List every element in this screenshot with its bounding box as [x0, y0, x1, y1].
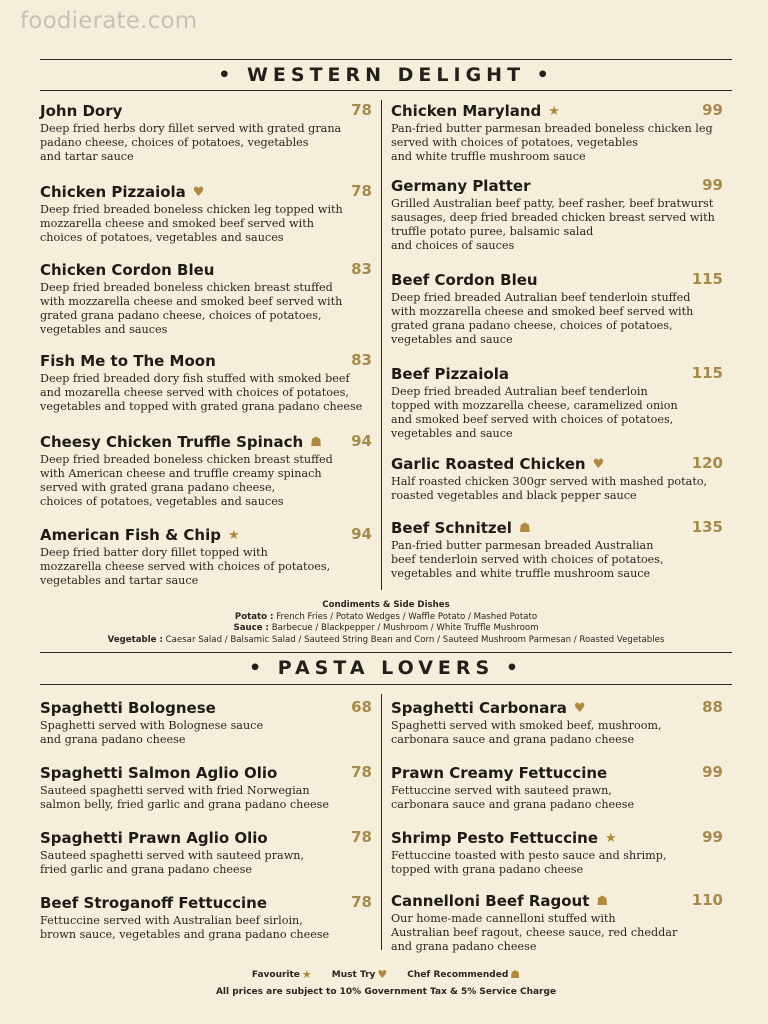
- menu-item: [40, 893, 372, 942]
- menu-item: [40, 525, 372, 588]
- menu-item-price: 68: [351, 698, 372, 716]
- menu-item-description: Spaghetti served with Bolognese sauce and grana padano cheese: [40, 719, 264, 746]
- menu-item-header: [40, 828, 372, 848]
- star-icon: ★: [301, 968, 312, 981]
- menu-item-description: Deep fried breaded boneless chicken breast stuffed with mozzarella cheese and smoked beef served with grated grana padano cheese, choices of potatoes, vegetables and sauces: [40, 281, 343, 336]
- menu-item-description: Deep fried breaded boneless chicken leg topped with mozzarella cheese and smoked beef served with choices of potatoes, vegetables and sauces: [40, 203, 343, 244]
- menu-item: [391, 891, 723, 954]
- menu-item-name: Shrimp Pesto Fettuccine: [391, 829, 599, 847]
- menu-item: [40, 101, 372, 164]
- chef-hat-icon: ☗: [310, 434, 322, 450]
- menu-item: [40, 698, 372, 747]
- menu-item-description: Sauteed spaghetti served with fried Norwegian salmon belly, fried garlic and grana padano cheese: [40, 784, 329, 811]
- menu-item-price: 94: [351, 432, 372, 450]
- menu-item-description: Sauteed spaghetti served with sauteed prawn, fried garlic and grana padano cheese: [40, 849, 305, 876]
- menu-item-price: 115: [691, 270, 723, 288]
- menu-item-price: 83: [351, 351, 372, 369]
- menu-item-description: Fettuccine served with Australian beef sirloin, brown sauce, vegetables and grana padano cheese: [40, 914, 330, 941]
- menu-item-price: 135: [691, 518, 723, 536]
- divider: [40, 90, 732, 91]
- menu-item-description: Spaghetti served with smoked beef, mushroom, carbonara sauce and grana padano cheese: [391, 719, 662, 746]
- menu-item-name: Germany Platter: [391, 177, 531, 195]
- menu-item: [40, 432, 372, 509]
- star-icon: ★: [605, 830, 617, 846]
- menu-item-price: 99: [702, 101, 723, 119]
- legend-must-try: Must Try ♥: [331, 968, 388, 981]
- condiments-vegetable: Vegetable : Caesar Salad / Balsamic Salad / Sauteed String Bean and Corn / Sauteed Mushroom Parmesan / Roasted Vegetables: [107, 634, 665, 645]
- menu-item-name: Spaghetti Carbonara: [391, 699, 567, 717]
- menu-item: [391, 176, 723, 253]
- menu-item-description: Deep fried breaded Autralian beef tenderloin topped with mozzarella cheese, caramelized onion and smoked beef served with choices of potatoes, vegetables and sauce: [391, 385, 678, 440]
- menu-item-header: [40, 101, 372, 121]
- divider: [40, 59, 732, 60]
- menu-item-header: [391, 101, 723, 121]
- menu-item-description: Fettuccine served with sauteed prawn, carbonara sauce and grana padano cheese: [391, 784, 635, 811]
- menu-item-header: [391, 763, 723, 783]
- menu-item-name: Garlic Roasted Chicken: [391, 455, 586, 473]
- menu-item: [40, 351, 372, 414]
- legend-chef: Chef Recommended ☗: [407, 968, 521, 981]
- menu-item-price: 78: [351, 101, 372, 119]
- menu-item-name: Spaghetti Salmon Aglio Olio: [40, 764, 278, 782]
- menu-item-description: Deep fried breaded boneless chicken breast stuffed with American cheese and truffle creamy spinach served with grated grana padano cheese, choices of potatoes, vegetables and sauces: [40, 453, 333, 508]
- condiments-title: Condiments & Side Dishes: [322, 600, 450, 610]
- divider: [40, 684, 732, 685]
- chef-hat-icon: ☗: [510, 968, 521, 981]
- menu-item-header: [40, 351, 372, 371]
- menu-item-header: [40, 698, 372, 718]
- menu-item-name: Beef Pizzaiola: [391, 365, 509, 383]
- menu-item-header: [40, 260, 372, 280]
- menu-item-header: [391, 828, 723, 848]
- menu-item-header: [40, 525, 372, 545]
- menu-item-header: [391, 891, 723, 911]
- menu-item: [40, 828, 372, 877]
- menu-item-header: [391, 270, 723, 290]
- menu-item-price: 99: [702, 763, 723, 781]
- menu-item-name: Chicken Maryland: [391, 102, 542, 120]
- menu-item-header: [40, 182, 372, 202]
- heart-icon: ♥: [377, 968, 388, 981]
- menu-item-price: 94: [351, 525, 372, 543]
- menu-item-price: 110: [691, 891, 723, 909]
- menu-item-price: 78: [351, 828, 372, 846]
- menu-item-price: 78: [351, 893, 372, 911]
- condiments-potato: Potato : French Fries / Potato Wedges / Waffle Potato / Mashed Potato: [234, 611, 538, 622]
- menu-item-name: John Dory: [40, 102, 123, 120]
- menu-item-name: Chicken Pizzaiola: [40, 183, 186, 201]
- menu-item-header: [391, 454, 723, 474]
- heart-icon: ♥: [592, 456, 605, 472]
- menu-item-name: Beef Schnitzel: [391, 519, 512, 537]
- menu-item-header: [391, 176, 723, 196]
- menu-item: [391, 698, 723, 747]
- menu-item-description: Our home-made cannelloni stuffed with Australian beef ragout, cheese sauce, red cheddar and grana padano cheese: [391, 912, 678, 953]
- menu-item-description: Deep fried breaded Autralian beef tenderloin stuffed with mozzarella cheese and smoked beef served with grated grana padano cheese, choices of potatoes, vegetables and sauce: [391, 291, 694, 346]
- section-title-western: • WESTERN DELIGHT •: [218, 64, 554, 86]
- menu-item-price: 88: [702, 698, 723, 716]
- menu-item-price: 99: [702, 828, 723, 846]
- menu-item-name: Chicken Cordon Bleu: [40, 261, 215, 279]
- menu-item-header: [40, 763, 372, 783]
- menu-item-name: Beef Stroganoff Fettuccine: [40, 894, 268, 912]
- menu-item-description: Fettuccine toasted with pesto sauce and shrimp, topped with grana padano cheese: [391, 849, 667, 876]
- column-divider: [381, 694, 382, 950]
- legend: [40, 968, 732, 981]
- star-icon: ★: [548, 103, 560, 119]
- menu-item-name: American Fish & Chip: [40, 526, 221, 544]
- menu-item-description: Deep fried herbs dory fillet served with grated grana padano cheese, choices of potatoes, vegetables and tartar sauce: [40, 122, 342, 163]
- menu-item: [40, 260, 372, 337]
- footnote: All prices are subject to 10% Government Tax & 5% Service Charge: [215, 987, 557, 997]
- menu-item-price: 120: [691, 454, 723, 472]
- menu-item-description: Pan-fried butter parmesan breaded boneless chicken leg served with choices of potatoes, vegetables and white truffle mushroom sauce: [391, 122, 713, 163]
- condiments-block: [40, 600, 732, 646]
- menu-item: [391, 763, 723, 812]
- menu-item: [391, 828, 723, 877]
- divider: [40, 652, 732, 653]
- menu-item: [391, 518, 723, 581]
- condiments-sauce: Sauce : Barbecue / Blackpepper / Mushroom / White Truffle Mushroom: [233, 623, 539, 633]
- chef-hat-icon: ☗: [596, 893, 609, 909]
- menu-item-price: 78: [351, 763, 372, 781]
- chef-hat-icon: ☗: [518, 520, 531, 536]
- menu-item-header: [40, 893, 372, 913]
- star-icon: ★: [227, 527, 240, 543]
- menu-item-price: 99: [702, 176, 723, 194]
- menu-item-name: Fish Me to The Moon: [40, 352, 216, 370]
- menu-item-name: Spaghetti Prawn Aglio Olio: [40, 829, 268, 847]
- menu-item-price: 83: [351, 260, 372, 278]
- menu-item-name: Beef Cordon Bleu: [391, 271, 538, 289]
- menu-item: [391, 454, 723, 503]
- menu-item: [391, 101, 723, 164]
- menu-item-description: Half roasted chicken 300gr served with mashed potato, roasted vegetables and black pepper sauce: [391, 475, 708, 502]
- menu-item-name: Spaghetti Bolognese: [40, 699, 216, 717]
- menu-item-description: Grilled Australian beef patty, beef rasher, beef bratwurst sausages, deep fried breaded chicken breast served with truffle potato puree, balsamic salad and choices of sauces: [391, 197, 715, 252]
- menu-item-price: 78: [351, 182, 372, 200]
- heart-icon: ♥: [192, 184, 205, 200]
- column-divider: [381, 100, 382, 590]
- watermark: foodierate.com: [20, 8, 198, 34]
- menu-item-description: Pan-fried butter parmesan breaded Australian beef tenderloin served with choices of potatoes, vegetables and white truffle mushroom sauce: [391, 539, 664, 580]
- heart-icon: ♥: [573, 700, 586, 716]
- menu-item-name: Cheesy Chicken Truffle Spinach: [40, 433, 304, 451]
- legend-favourite: Favourite ★: [251, 968, 312, 981]
- menu-item-header: [40, 432, 372, 452]
- menu-item: [40, 182, 372, 245]
- menu-item-name: Cannelloni Beef Ragout: [391, 892, 590, 910]
- menu-item-header: [391, 518, 723, 538]
- section-title-pasta: • PASTA LOVERS •: [249, 657, 523, 679]
- menu-item-name: Prawn Creamy Fettuccine: [391, 764, 608, 782]
- menu-item-description: Deep fried batter dory fillet topped with mozzarella cheese served with choices of potatoes, vegetables and tartar sauce: [40, 546, 331, 587]
- menu-item: [391, 364, 723, 441]
- menu-item: [40, 763, 372, 812]
- menu-item-description: Deep fried breaded dory fish stuffed with smoked beef and mozarella cheese served with choices of potatoes, vegetables and topped with grated grana padano cheese: [40, 372, 363, 413]
- menu-item-header: [391, 364, 723, 384]
- menu-item-header: [391, 698, 723, 718]
- menu-item-price: 115: [691, 364, 723, 382]
- menu-item: [391, 270, 723, 347]
